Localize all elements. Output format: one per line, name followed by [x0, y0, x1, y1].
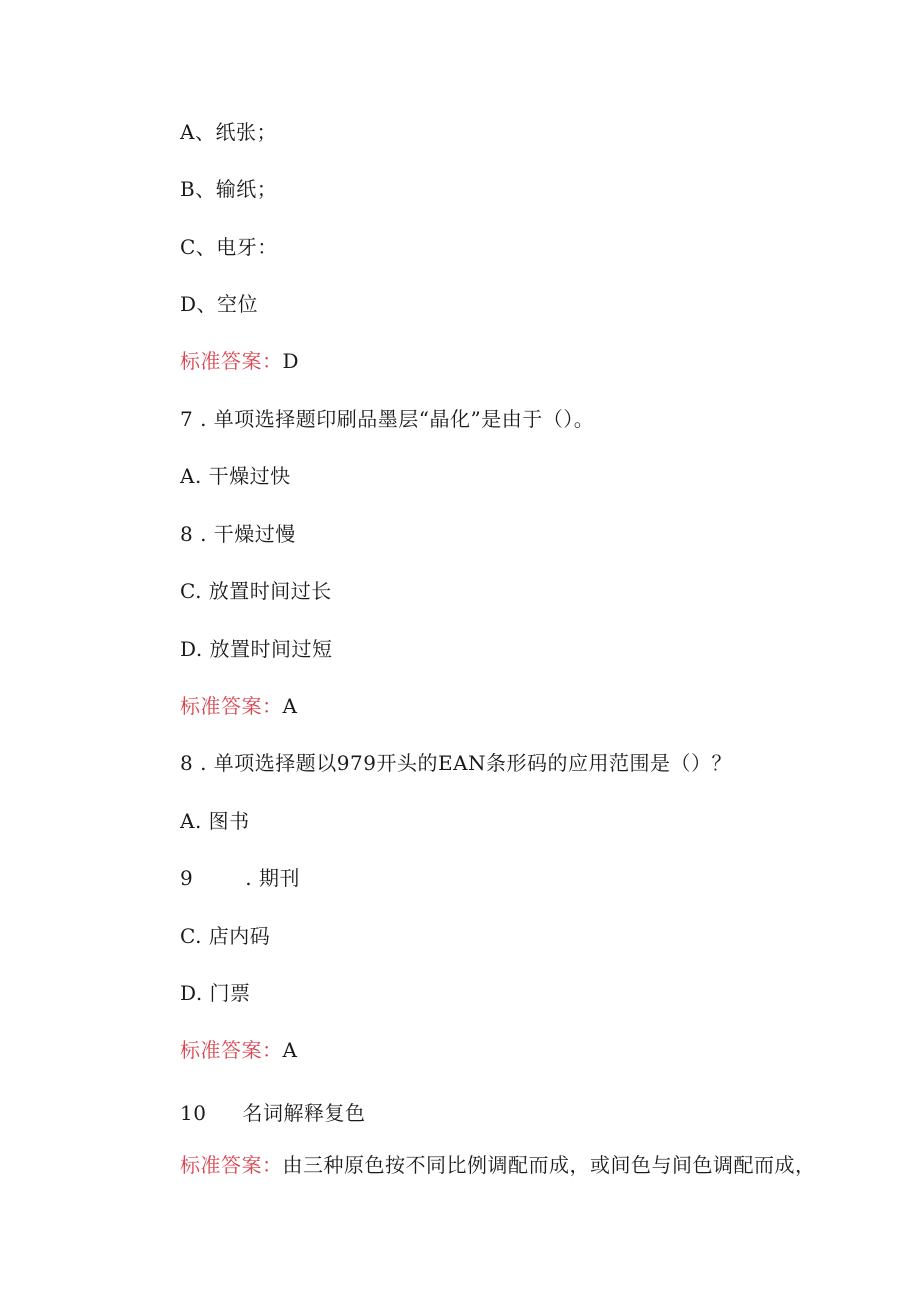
- answer-value: 由三种原色按不同比例调配而成，或间色与间色调配而成，: [282, 1153, 816, 1177]
- option-text: . 期刊: [245, 866, 300, 890]
- question-text: 名词解释复色: [242, 1101, 366, 1125]
- q7-option-c: C. 放置时间过长: [180, 579, 332, 603]
- q10-answer: [180, 1151, 816, 1179]
- q7-option-a: A. 干燥过快: [180, 464, 291, 488]
- q8-option-b: [180, 864, 300, 892]
- q8-option-d: D. 门票: [180, 981, 251, 1005]
- q6-option-b: B、输纸；: [180, 177, 278, 201]
- q8-answer: [180, 1036, 297, 1064]
- answer-value: A: [282, 1038, 298, 1062]
- q6-answer: [180, 347, 299, 375]
- q7-option-d: D. 放置时间过短: [180, 637, 333, 661]
- answer-value: A: [282, 694, 298, 718]
- answer-label: 标准答案：: [180, 694, 283, 718]
- answer-value: D: [282, 349, 300, 373]
- q6-option-c: C、电牙：: [180, 235, 278, 259]
- answer-label: 标准答案：: [180, 1153, 283, 1177]
- q7-option-b: 8 . 干燥过慢: [180, 522, 296, 546]
- question-number: 10: [180, 1101, 207, 1125]
- option-number: 9: [180, 866, 194, 890]
- answer-label: 标准答案：: [180, 1038, 283, 1062]
- q6-option-d: D、空位: [180, 292, 259, 316]
- q10-stem: [180, 1099, 365, 1127]
- q7-answer: [180, 692, 297, 720]
- q7-stem: 7 . 单项选择题印刷品墨层“晶化”是由于（）。: [180, 407, 595, 431]
- q8-stem: 8 . 单项选择题以979开头的EAN条形码的应用范围是（）？: [180, 751, 733, 775]
- q6-option-a: A、纸张；: [180, 120, 277, 144]
- q8-option-a: A. 图书: [180, 809, 250, 833]
- answer-label: 标准答案：: [180, 349, 283, 373]
- q8-option-c: C. 店内码: [180, 924, 271, 948]
